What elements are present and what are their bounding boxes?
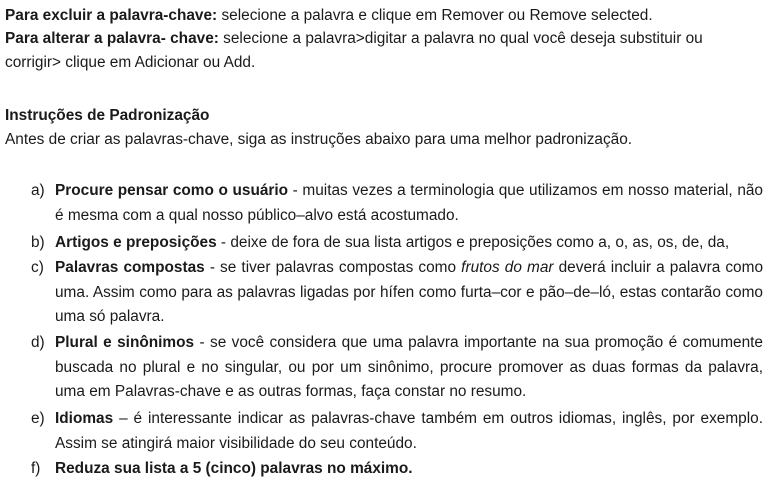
list-item-text: - deixe de fora de sua lista artigos e preposições como a, o, as, os, de, da,: [216, 234, 730, 251]
list-item-text: - muitas vezes a terminologia que utilizamos em nosso material, não é mesma com a qual nosso público–alvo está acostumado.: [55, 182, 763, 224]
intro-change-label: Para alterar a palavra- chave:: [5, 30, 219, 47]
list-item-term: Reduza sua lista a 5 (cinco) palavras no máximo: [55, 460, 409, 477]
list-marker: e): [31, 410, 45, 427]
list-marker: f): [31, 460, 41, 477]
list-item-term: Plural e sinônimos: [55, 334, 195, 351]
intro-remove-line: [5, 6, 653, 26]
section-description: Antes de criar as palavras-chave, siga as instruções abaixo para uma melhor padronização.: [5, 131, 633, 148]
list-item: [55, 407, 763, 456]
list-item-text: deverá incluir a palavra como uma. Assim como para as palavras ligadas por hífen como furta–cor e pão–de–ló, estas contarão como uma só palavra.: [55, 259, 764, 326]
list-item-text: - se tiver palavras compostas como: [204, 259, 462, 276]
list-item-term: Artigos e preposições: [55, 234, 217, 251]
intro-change-line-continued: [5, 53, 255, 73]
list-marker: a): [31, 182, 45, 199]
list-item: [55, 179, 763, 228]
section-heading: Instruções de Padronização: [5, 107, 210, 124]
list-item-term: Procure pensar como o usuário: [55, 182, 289, 199]
list-item-text: .: [408, 460, 413, 477]
list-item: [55, 256, 763, 330]
intro-change-text-continued: corrigir> clique em Adicionar ou Add.: [5, 54, 256, 71]
intro-remove-label: Para excluir a palavra-chave:: [5, 7, 218, 24]
intro-change-text: selecione a palavra>digitar a palavra no qual você deseja substituir ou: [218, 30, 703, 47]
list-item: [55, 231, 763, 256]
list-marker: c): [31, 259, 44, 276]
list-item: [55, 457, 763, 482]
list-marker: d): [31, 334, 45, 351]
list-item: [55, 331, 763, 405]
list-item-term: Palavras compostas: [55, 259, 205, 276]
intro-remove-text: selecione a palavra e clique em Remover ou Remove selected.: [217, 7, 653, 24]
list-item-text: – é interessante indicar as palavras-chave também em outros idiomas, inglês, por exemplo. Assim se atingirá maior visibilidade do seu conteúdo.: [55, 410, 763, 452]
intro-change-line: [5, 29, 703, 49]
list-marker: b): [31, 234, 45, 251]
list-item-term: Idiomas: [55, 410, 114, 427]
list-item-text: - se você considera que uma palavra importante na sua promoção é comumente buscada no plural e no singular, ou por um sinônimo, procure promover as duas formas da palavra, uma em Palavras-chave e as outras formas, faça constar no resumo.: [55, 334, 763, 401]
list-item-italic: frutos do mar: [461, 259, 554, 276]
